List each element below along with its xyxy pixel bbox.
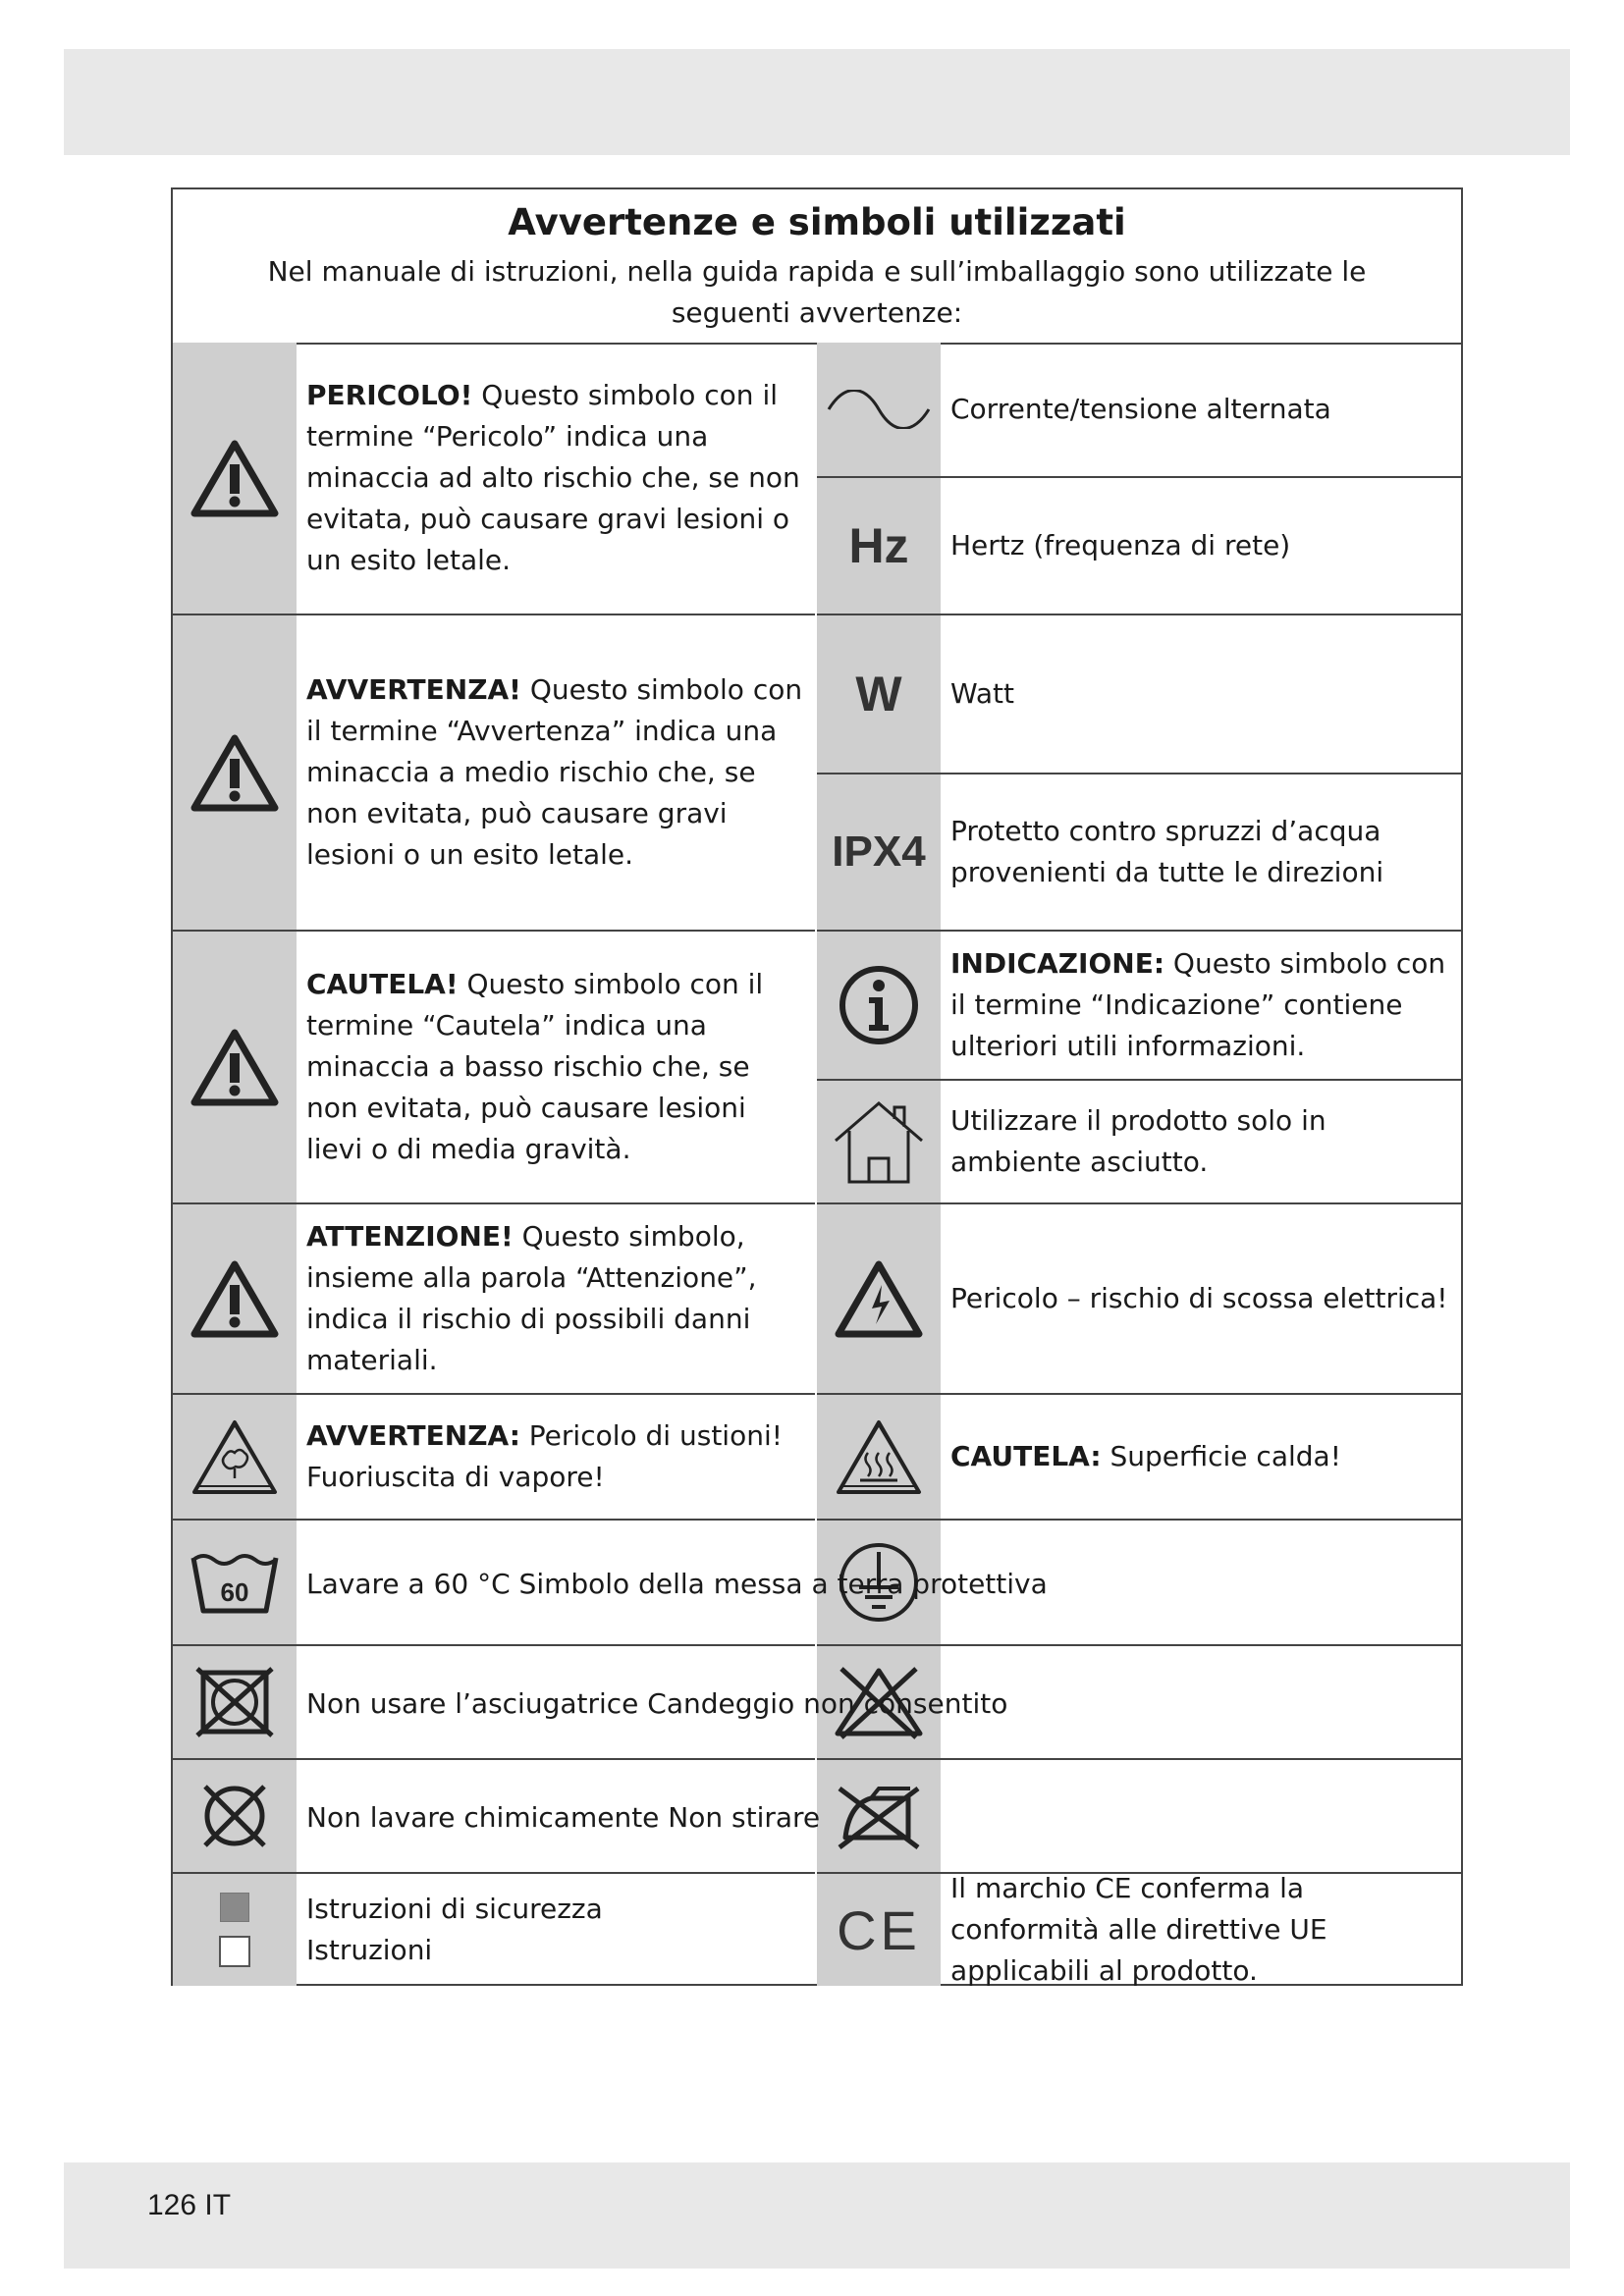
row-attenzione [173,1204,815,1395]
hot-label: CAUTELA: [950,1440,1102,1472]
row-ac [817,343,1461,478]
ac-text: Corrente/tensione alternata [950,393,1331,425]
cautela-text: Questo simbolo con il termine “Cautela” indica una minaccia a basso rischio che, se non evitata, può causare lesioni lievi o di media gravità. [306,968,764,1165]
wash-temperature: 60 [220,1577,249,1607]
row-shock [817,1204,1461,1395]
dryer-text: Non usare l’asciugatrice Candeggio non consentito [306,1686,1008,1720]
row-hot [817,1395,1461,1521]
vapore-text: Pericolo di ustioni! Fuoriuscita di vapore! [306,1419,783,1493]
row-legend [173,1874,815,1986]
footer-band [64,2163,1570,2269]
hot-surface-icon [817,1395,941,1519]
ce-text: Il marchio CE conferma la conformità alle direttive UE applicabili al prodotto. [950,1872,1327,1987]
vapore-label: AVVERTENZA: [306,1419,520,1452]
row-hz [817,478,1461,615]
attenzione-label: ATTENZIONE! [306,1220,514,1253]
white-square-icon [219,1936,250,1967]
warning-triangle-icon [173,932,297,1202]
info-icon [817,932,941,1079]
row-indicazione [817,932,1461,1081]
ce-mark: CE [837,1898,921,1961]
house-icon [817,1081,941,1202]
instructions-legend: Istruzioni [306,1934,433,1966]
grey-square-icon [220,1893,249,1922]
warning-triangle-icon [173,615,297,930]
row-pericolo [173,343,815,615]
row-avvertenza [173,615,815,932]
ipx-symbol: IPX4 [832,828,926,876]
warning-triangle-icon [173,343,297,614]
page-subtitle: Nel manuale di istruzioni, nella guida rapida e sull’imballaggio sono utilizzate le seguenti avvertenze: [267,255,1367,329]
symbols-table [171,187,1463,1986]
alternating-current-icon [817,343,941,476]
hz-text: Hertz (frequenza di rete) [950,529,1291,561]
dry-clean-text: Non lavare chimicamente Non stirare [306,1800,821,1834]
row-dry [817,1081,1461,1204]
attenzione-text: Questo simbolo, insieme alla parola “Attenzione”, indica il rischio di possibili danni materiali. [306,1220,757,1376]
cautela-label: CAUTELA! [306,968,459,1000]
electric-shock-icon [817,1204,941,1393]
avvertenza-text: Questo simbolo con il termine “Avvertenza” indica una minaccia a medio rischio che, se non evitata, può causare gravi lesioni o un esito letale. [306,673,803,871]
w-symbol: W [855,667,902,721]
indicazione-text: Questo simbolo con il termine “Indicazione” contiene ulteriori utili informazioni. [950,947,1446,1062]
safety-legend: Istruzioni di sicurezza [306,1893,603,1925]
row-ipx [817,774,1461,932]
header-band [64,49,1570,155]
pericolo-label: PERICOLO! [306,379,473,411]
avvertenza-label: AVVERTENZA! [306,673,521,706]
dry-text: Utilizzare il prodotto solo in ambiente asciutto. [950,1104,1326,1178]
ipx-text: Protetto contro spruzzi d’acqua provenienti da tutte le direzioni [950,815,1384,888]
shock-text: Pericolo – rischio di scossa elettrica! [950,1282,1448,1314]
hot-text: Superficie calda! [1101,1440,1341,1472]
steam-warning-icon [173,1395,297,1519]
page-number: 126 IT [147,2189,232,2221]
page-title: Avvertenze e simboli utilizzati [508,201,1126,243]
row-watt [817,615,1461,774]
row-vapore [173,1395,815,1521]
wash-text: Lavare a 60 °C Simbolo della messa a terra protettiva [306,1567,1048,1600]
row-ce [817,1874,1461,1986]
legend-squares [173,1874,297,1986]
watt-text: Watt [950,677,1015,710]
row-cautela [173,932,815,1204]
indicazione-label: INDICAZIONE: [950,947,1165,980]
table-header [173,189,1461,345]
hz-symbol: Hz [848,518,909,573]
pericolo-text: Questo simbolo con il termine “Pericolo” indica una minaccia ad alto rischio che, se non evitata, può causare gravi lesioni o un esito letale. [306,379,800,576]
warning-triangle-icon [173,1204,297,1393]
